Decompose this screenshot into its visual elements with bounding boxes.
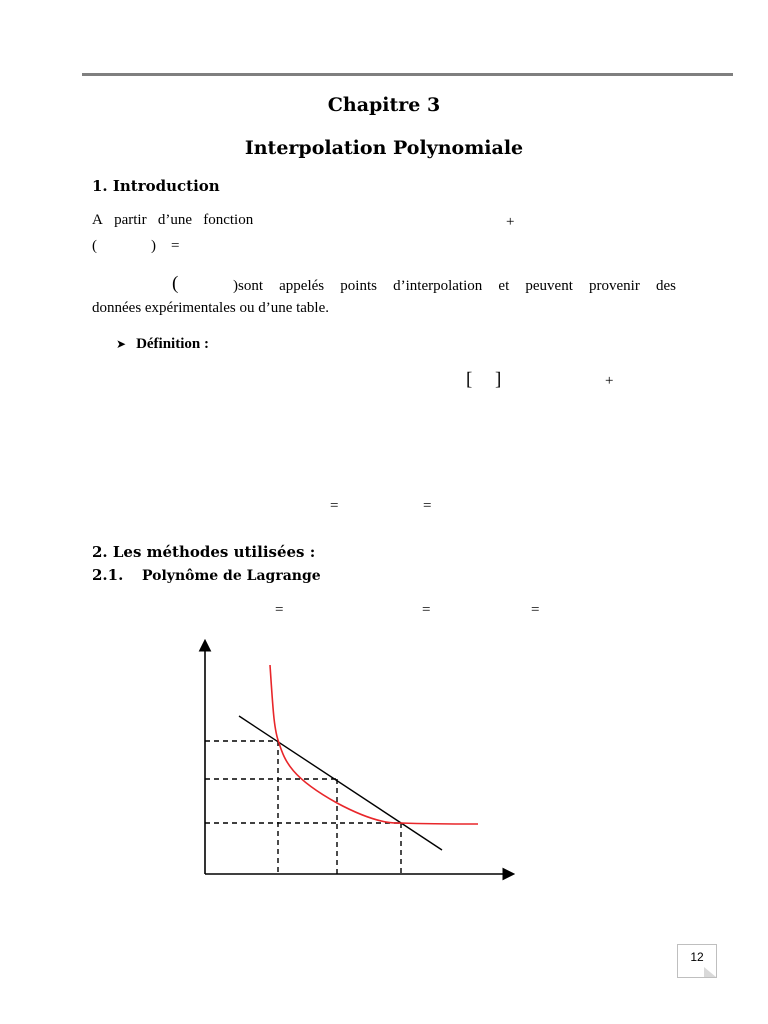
secant-line bbox=[239, 716, 442, 850]
paren-open: ( bbox=[92, 238, 97, 254]
intro-line bbox=[92, 212, 253, 229]
equals-sign: = bbox=[171, 238, 180, 254]
subsection-number: 2.1. bbox=[92, 566, 124, 584]
intro-word: A bbox=[92, 212, 103, 228]
points-line bbox=[233, 273, 676, 299]
equals-sign: = bbox=[422, 602, 431, 618]
equals-sign: = bbox=[531, 602, 540, 618]
paren-close: ) bbox=[151, 238, 156, 254]
subsection-title: Polynôme de Lagrange bbox=[142, 568, 321, 584]
guide-lines bbox=[205, 741, 401, 874]
page-number-box bbox=[677, 944, 717, 978]
paren-open: ( bbox=[172, 273, 179, 294]
points-line-2: données expérimentales ou d’une table. bbox=[92, 300, 329, 316]
methods-heading: 2. Les méthodes utilisées : bbox=[92, 543, 316, 561]
page-number: 12 bbox=[690, 950, 704, 964]
document-title: Interpolation Polynomiale bbox=[244, 137, 524, 159]
equals-sign: = bbox=[275, 602, 284, 618]
function-curve bbox=[270, 665, 478, 824]
equals-sign: = bbox=[423, 498, 432, 514]
plus-sign: + bbox=[506, 214, 515, 230]
chapter-title: Chapitre 3 bbox=[327, 94, 441, 116]
definition-item bbox=[116, 336, 209, 353]
intro-word: fonction bbox=[203, 212, 254, 228]
page-fold-icon bbox=[704, 967, 716, 977]
intro-word: d’une bbox=[157, 212, 192, 228]
intro-word: partir bbox=[114, 212, 147, 228]
interpolation-figure bbox=[180, 630, 525, 890]
header-rule bbox=[82, 73, 733, 76]
arrow-bullet-icon: ➤ bbox=[116, 337, 127, 351]
definition-label: Définition : bbox=[136, 336, 209, 352]
plus-sign: + bbox=[605, 373, 614, 389]
points-text: )sont appelés points d’interpolation et peuvent provenir des bbox=[233, 278, 676, 294]
bracket-open: [ bbox=[466, 369, 473, 390]
intro-heading: 1. Introduction bbox=[92, 177, 220, 195]
equals-sign: = bbox=[330, 498, 339, 514]
bracket-close: ] bbox=[495, 369, 502, 390]
